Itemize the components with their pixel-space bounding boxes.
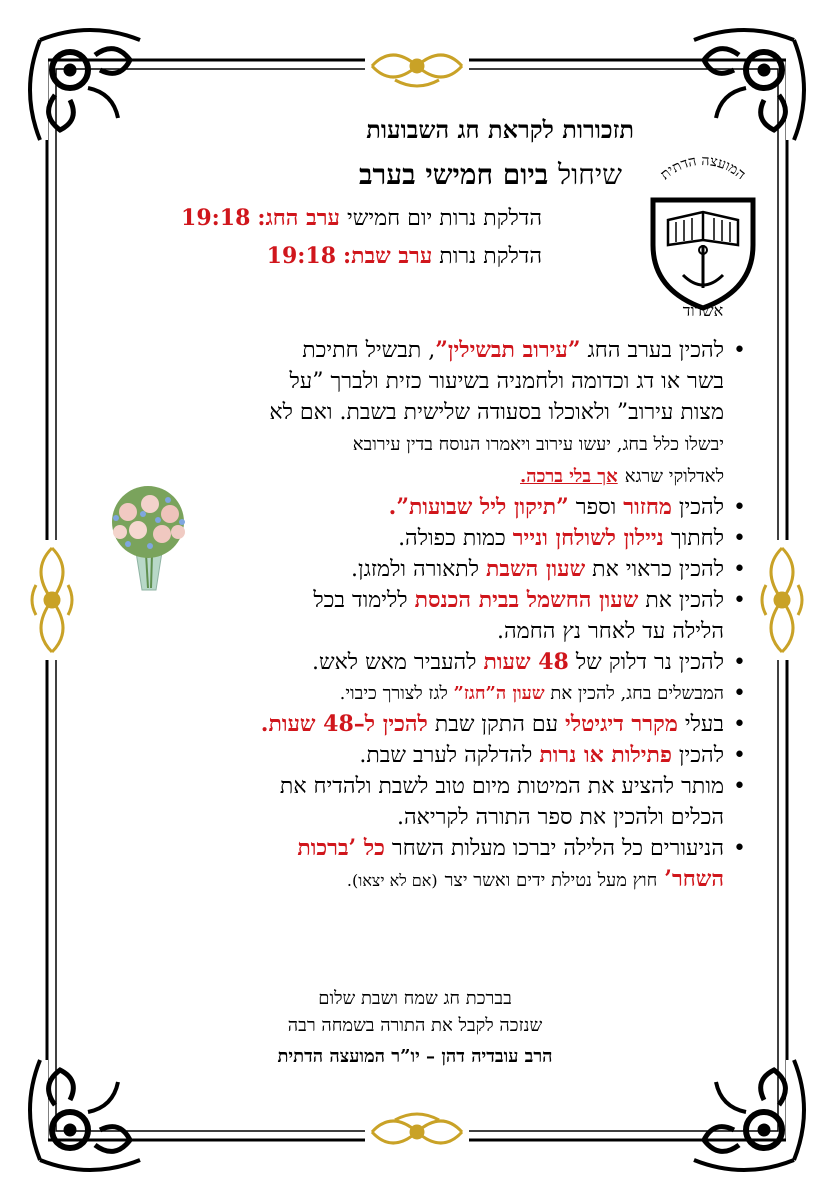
gold-ornament-top	[365, 48, 469, 88]
candle-shabbat-time: 19:18	[266, 243, 337, 269]
list-item: • לחתוך ניילון לשולחן ונייר כמות כפולה.	[74, 523, 724, 554]
list-item: • המבשלים בחג, להכין את שעון ה”חגז” לגז לצורך כיבוי.	[74, 678, 724, 709]
list-item: • להכין נר דלוק של 48 שעות להעביר מאש לאש.	[74, 647, 724, 678]
candle-thursday-red: ערב החג:	[257, 205, 340, 231]
subtitle-light: שיחול	[558, 158, 622, 191]
gold-ornament-bottom	[365, 1112, 469, 1152]
candle-thursday-time: 19:18	[181, 205, 251, 231]
corner-ornament-bottom-right	[694, 1060, 804, 1170]
svg-text:המועצה הדתית	[658, 153, 749, 183]
candle-lighting-thursday	[181, 205, 542, 231]
candle-thursday-label: הדלקת נרות יום חמישי	[346, 206, 542, 231]
corner-ornament-top-right	[694, 30, 804, 140]
subtitle-bold: ביום חמישי בערב	[359, 158, 549, 191]
candle-lighting-shabbat	[267, 243, 542, 269]
list-item: • להכין פתילות או נרות להדלקה לערב שבת.	[74, 740, 724, 771]
reminders-list	[74, 335, 744, 896]
list-item: • להכין את שעון החשמל בבית הכנסת ללימוד בכל הלילה עד לאחר נץ החמה.	[74, 585, 724, 647]
gold-ornament-left	[30, 540, 78, 660]
list-item: • הניעורים כל הלילה יברכו מעלות השחר כל ’ברכות השחר’ חוץ מעל נטילת ידים ואשר יצר (אם לא יצאו).	[74, 833, 724, 896]
corner-ornament-top-left	[30, 30, 140, 140]
gold-ornament-right	[756, 540, 804, 660]
list-item: • מותר להציע את המיטות מיום טוב לשבת ולהדיח את הכלים ולהכין את ספר התורה לקריאה.	[74, 771, 724, 833]
candle-shabbat-label: הדלקת נרות	[439, 244, 542, 269]
emblem-top-text: המועצה הדתית	[657, 152, 749, 184]
page-title: תזכורות לקראת חג השבועות	[366, 115, 634, 144]
list-item: • להכין מחזור וספר ”תיקון ליל שבועות”.	[74, 492, 724, 523]
council-shield-emblem-icon	[628, 150, 778, 320]
list-item: • להכין בערב החג ”עירוב תבשילין”, תבשיל חתיכת בשר או דג וכדומה ולחמניה בשיעור כזית ולברך ”על מצות עירוב” ולאוכלו בסעודה שלישית בשבת. ואם לא יבשלו כלל בחג, יעשו עירוב ויאמרו הנוסח בדין עירובא לאדלוקי שרגא אך בלי ברכה.	[74, 335, 724, 492]
footer-blessing: בברכת חג שמח ושבת שלום	[318, 988, 512, 1009]
footer-signature: הרב עובדיה דהן – יו”ר המועצה הדתית	[277, 1046, 553, 1067]
footer-wish: שנזכה לקבל את התורה בשמחה רבה	[287, 1015, 543, 1036]
page-subtitle	[359, 158, 622, 192]
candle-shabbat-red: ערב שבת:	[343, 243, 433, 269]
list-item: • להכין כראוי את שעון השבת לתאורה ולמזגן.	[74, 554, 724, 585]
emblem-bottom-text: אשדוד	[682, 301, 724, 320]
corner-ornament-bottom-left	[30, 1060, 140, 1170]
list-item: • בעלי מקרר דיגיטלי עם התקן שבת להכין ל–48 שעות.	[74, 709, 724, 740]
